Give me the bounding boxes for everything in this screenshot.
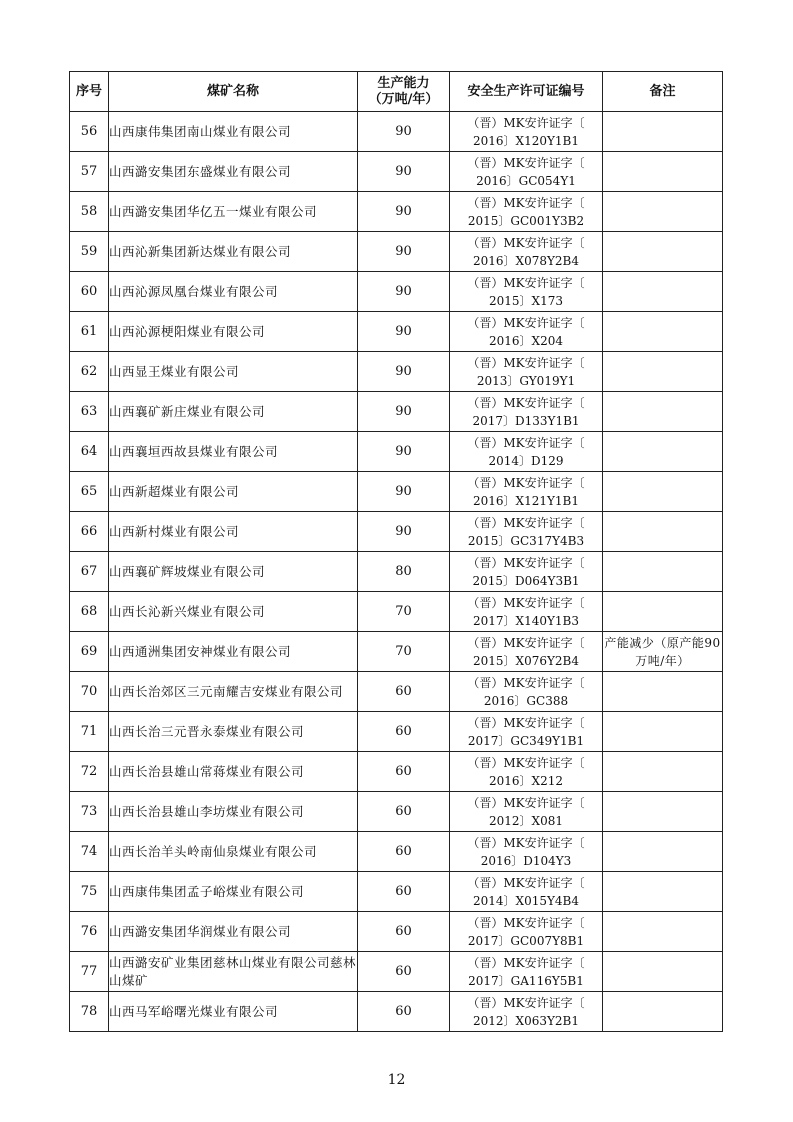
row-number: 77 xyxy=(70,952,109,992)
license-line: （晋）MK安许证字〔 xyxy=(467,475,585,490)
capacity-value: 60 xyxy=(358,832,450,872)
license-line: （晋）MK安许证字〔 xyxy=(467,675,585,690)
capacity-value: 90 xyxy=(358,392,450,432)
note-text xyxy=(603,672,723,712)
note-text xyxy=(603,752,723,792)
row-number: 70 xyxy=(70,672,109,712)
note-text xyxy=(603,192,723,232)
note-text xyxy=(603,432,723,472)
capacity-value: 90 xyxy=(358,152,450,192)
note-text xyxy=(603,992,723,1032)
row-number: 58 xyxy=(70,192,109,232)
note-text xyxy=(603,272,723,312)
license-line: 2015〕GC001Y3B2 xyxy=(467,213,585,228)
capacity-value: 90 xyxy=(358,312,450,352)
license-line: 2013〕GY019Y1 xyxy=(476,373,576,388)
header-note: 备注 xyxy=(603,72,723,112)
capacity-value: 90 xyxy=(358,192,450,232)
row-number: 57 xyxy=(70,152,109,192)
table-row xyxy=(70,432,723,472)
table-row xyxy=(70,192,723,232)
license-number xyxy=(450,952,603,992)
license-line: 2015〕X076Y2B4 xyxy=(473,653,579,668)
license-number xyxy=(450,712,603,752)
table-row xyxy=(70,552,723,592)
mine-name: 山西潞安集团华亿五一煤业有限公司 xyxy=(109,192,358,232)
capacity-value: 90 xyxy=(358,512,450,552)
row-number: 62 xyxy=(70,352,109,392)
mine-name: 山西潞安集团华润煤业有限公司 xyxy=(109,912,358,952)
table-row xyxy=(70,312,723,352)
license-line: 2017〕X140Y1B3 xyxy=(473,613,579,628)
capacity-value: 60 xyxy=(358,912,450,952)
table-header-row xyxy=(70,72,723,112)
license-line: 2015〕D064Y3B1 xyxy=(472,573,580,588)
license-line: 2015〕X173 xyxy=(489,293,563,308)
table-row xyxy=(70,232,723,272)
note-text xyxy=(603,352,723,392)
note-text: 产能减少（原产能90万吨/年） xyxy=(603,632,723,672)
row-number: 75 xyxy=(70,872,109,912)
row-number: 64 xyxy=(70,432,109,472)
mine-name: 山西通洲集团安神煤业有限公司 xyxy=(109,632,358,672)
license-line: 2016〕X204 xyxy=(489,333,563,348)
table-row xyxy=(70,632,723,672)
mine-name: 山西沁源梗阳煤业有限公司 xyxy=(109,312,358,352)
note-text xyxy=(603,912,723,952)
mine-name: 山西马军峪曙光煤业有限公司 xyxy=(109,992,358,1032)
mine-name: 山西长治三元晋永泰煤业有限公司 xyxy=(109,712,358,752)
header-capacity-line1: 生产能力 xyxy=(377,75,430,91)
license-line: 2017〕GC349Y1B1 xyxy=(467,733,585,748)
note-text xyxy=(603,792,723,832)
capacity-value: 60 xyxy=(358,712,450,752)
license-line: （晋）MK安许证字〔 xyxy=(467,315,585,330)
mine-name: 山西新超煤业有限公司 xyxy=(109,472,358,512)
table-row xyxy=(70,832,723,872)
license-number xyxy=(450,672,603,712)
capacity-value: 90 xyxy=(358,272,450,312)
license-line: （晋）MK安许证字〔 xyxy=(467,755,585,770)
mine-name: 山西长治县雄山常蒋煤业有限公司 xyxy=(109,752,358,792)
row-number: 59 xyxy=(70,232,109,272)
header-no: 序号 xyxy=(70,72,109,112)
table-row xyxy=(70,992,723,1032)
mine-name: 山西襄矿新庄煤业有限公司 xyxy=(109,392,358,432)
row-number: 78 xyxy=(70,992,109,1032)
note-text xyxy=(603,312,723,352)
header-license: 安全生产许可证编号 xyxy=(450,72,603,112)
license-line: 2017〕GC007Y8B1 xyxy=(467,933,585,948)
mine-name: 山西新村煤业有限公司 xyxy=(109,512,358,552)
license-number xyxy=(450,832,603,872)
coal-mine-table xyxy=(69,71,723,1032)
license-number xyxy=(450,992,603,1032)
license-number xyxy=(450,192,603,232)
row-number: 72 xyxy=(70,752,109,792)
license-number xyxy=(450,472,603,512)
license-line: （晋）MK安许证字〔 xyxy=(467,355,585,370)
license-number xyxy=(450,552,603,592)
row-number: 56 xyxy=(70,112,109,152)
license-line: （晋）MK安许证字〔 xyxy=(467,715,585,730)
license-line: （晋）MK安许证字〔 xyxy=(467,195,585,210)
license-line: 2016〕X212 xyxy=(489,773,563,788)
license-line: 2016〕D104Y3 xyxy=(480,853,572,868)
license-line: 2014〕D129 xyxy=(488,453,564,468)
license-line: （晋）MK安许证字〔 xyxy=(467,915,585,930)
mine-name: 山西潞安矿业集团慈林山煤业有限公司慈林山煤矿 xyxy=(109,952,358,992)
license-number xyxy=(450,512,603,552)
mine-name: 山西长治羊头岭南仙泉煤业有限公司 xyxy=(109,832,358,872)
table-row xyxy=(70,152,723,192)
table-row xyxy=(70,352,723,392)
license-line: （晋）MK安许证字〔 xyxy=(467,635,585,650)
header-name: 煤矿名称 xyxy=(109,72,358,112)
capacity-value: 70 xyxy=(358,592,450,632)
row-number: 66 xyxy=(70,512,109,552)
table-row xyxy=(70,272,723,312)
table-row xyxy=(70,512,723,552)
license-number xyxy=(450,592,603,632)
row-number: 67 xyxy=(70,552,109,592)
license-line: 2016〕X120Y1B1 xyxy=(473,133,579,148)
table-row xyxy=(70,592,723,632)
note-text xyxy=(603,472,723,512)
note-text xyxy=(603,832,723,872)
table-row xyxy=(70,792,723,832)
row-number: 69 xyxy=(70,632,109,672)
license-line: （晋）MK安许证字〔 xyxy=(467,555,585,570)
note-text xyxy=(603,952,723,992)
header-capacity-line2: （万吨/年） xyxy=(368,91,439,107)
mine-name: 山西沁新集团新达煤业有限公司 xyxy=(109,232,358,272)
mine-name: 山西康伟集团孟子峪煤业有限公司 xyxy=(109,872,358,912)
mine-name: 山西襄垣西故县煤业有限公司 xyxy=(109,432,358,472)
license-line: （晋）MK安许证字〔 xyxy=(467,955,585,970)
header-capacity xyxy=(358,72,450,112)
table-row xyxy=(70,912,723,952)
mine-name: 山西沁源凤凰台煤业有限公司 xyxy=(109,272,358,312)
license-line: （晋）MK安许证字〔 xyxy=(467,515,585,530)
table-row xyxy=(70,392,723,432)
capacity-value: 90 xyxy=(358,232,450,272)
capacity-value: 90 xyxy=(358,472,450,512)
license-number xyxy=(450,432,603,472)
note-text xyxy=(603,112,723,152)
capacity-value: 70 xyxy=(358,632,450,672)
license-number xyxy=(450,232,603,272)
license-number xyxy=(450,752,603,792)
license-line: （晋）MK安许证字〔 xyxy=(467,595,585,610)
mine-name: 山西康伟集团南山煤业有限公司 xyxy=(109,112,358,152)
license-line: （晋）MK安许证字〔 xyxy=(467,795,585,810)
license-number xyxy=(450,912,603,952)
row-number: 60 xyxy=(70,272,109,312)
table-row xyxy=(70,112,723,152)
row-number: 74 xyxy=(70,832,109,872)
license-line: 2014〕X015Y4B4 xyxy=(473,893,579,908)
row-number: 71 xyxy=(70,712,109,752)
row-number: 76 xyxy=(70,912,109,952)
license-line: 2016〕GC054Y1 xyxy=(476,173,576,188)
capacity-value: 60 xyxy=(358,672,450,712)
table-row xyxy=(70,872,723,912)
mine-name: 山西显王煤业有限公司 xyxy=(109,352,358,392)
mine-name: 山西潞安集团东盛煤业有限公司 xyxy=(109,152,358,192)
license-number xyxy=(450,392,603,432)
license-line: 2016〕X078Y2B4 xyxy=(473,253,579,268)
capacity-value: 90 xyxy=(358,432,450,472)
capacity-value: 60 xyxy=(358,952,450,992)
license-line: （晋）MK安许证字〔 xyxy=(467,395,585,410)
table-body xyxy=(70,112,723,1032)
license-number xyxy=(450,632,603,672)
note-text xyxy=(603,712,723,752)
license-number xyxy=(450,112,603,152)
license-line: （晋）MK安许证字〔 xyxy=(467,115,585,130)
license-number xyxy=(450,312,603,352)
row-number: 65 xyxy=(70,472,109,512)
row-number: 61 xyxy=(70,312,109,352)
license-line: （晋）MK安许证字〔 xyxy=(467,875,585,890)
page-number: 12 xyxy=(387,1072,406,1088)
capacity-value: 90 xyxy=(358,352,450,392)
license-line: 2015〕GC317Y4B3 xyxy=(467,533,585,548)
mine-name: 山西长治县雄山李坊煤业有限公司 xyxy=(109,792,358,832)
capacity-value: 90 xyxy=(358,112,450,152)
license-number xyxy=(450,792,603,832)
table-row xyxy=(70,752,723,792)
mine-name: 山西襄矿辉坡煤业有限公司 xyxy=(109,552,358,592)
license-line: 2016〕X121Y1B1 xyxy=(473,493,579,508)
license-line: 2017〕GA116Y5B1 xyxy=(468,973,584,988)
table-row xyxy=(70,712,723,752)
license-number xyxy=(450,352,603,392)
table-row xyxy=(70,472,723,512)
capacity-value: 60 xyxy=(358,992,450,1032)
note-text xyxy=(603,552,723,592)
capacity-value: 60 xyxy=(358,792,450,832)
license-number xyxy=(450,272,603,312)
license-number xyxy=(450,152,603,192)
row-number: 68 xyxy=(70,592,109,632)
license-line: （晋）MK安许证字〔 xyxy=(467,435,585,450)
license-line: 2017〕D133Y1B1 xyxy=(472,413,580,428)
license-line: （晋）MK安许证字〔 xyxy=(467,835,585,850)
license-number xyxy=(450,872,603,912)
license-line: 2012〕X063Y2B1 xyxy=(473,1013,579,1028)
note-text xyxy=(603,592,723,632)
capacity-value: 80 xyxy=(358,552,450,592)
license-line: 2012〕X081 xyxy=(489,813,563,828)
license-line: （晋）MK安许证字〔 xyxy=(467,275,585,290)
note-text xyxy=(603,872,723,912)
license-line: （晋）MK安许证字〔 xyxy=(467,235,585,250)
capacity-value: 60 xyxy=(358,872,450,912)
mine-name: 山西长治郊区三元南耀吉安煤业有限公司 xyxy=(109,672,358,712)
license-line: （晋）MK安许证字〔 xyxy=(467,155,585,170)
note-text xyxy=(603,152,723,192)
license-line: （晋）MK安许证字〔 xyxy=(467,995,585,1010)
note-text xyxy=(603,392,723,432)
capacity-value: 60 xyxy=(358,752,450,792)
mine-name: 山西长沁新兴煤业有限公司 xyxy=(109,592,358,632)
note-text xyxy=(603,512,723,552)
row-number: 63 xyxy=(70,392,109,432)
license-line: 2016〕GC388 xyxy=(483,693,569,708)
table-row xyxy=(70,952,723,992)
row-number: 73 xyxy=(70,792,109,832)
table-row xyxy=(70,672,723,712)
note-text xyxy=(603,232,723,272)
